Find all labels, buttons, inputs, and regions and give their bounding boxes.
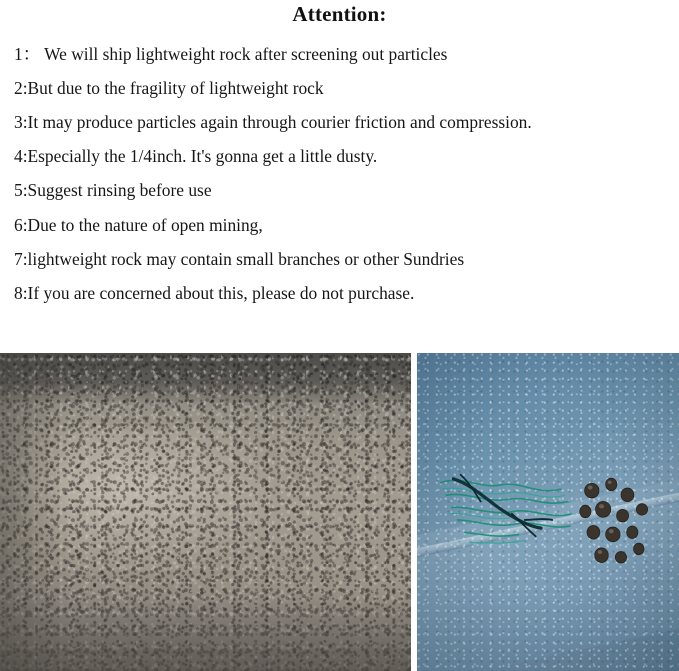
page-title: Attention:	[292, 2, 387, 26]
step-vignette	[417, 353, 679, 671]
notice-line-5: 5:Suggest rinsing before use	[14, 180, 212, 201]
photo-sundries-on-step	[417, 353, 679, 671]
notice-line-1: 1： We will ship lightweight rock after screening out particles	[14, 44, 448, 64]
notice-line-3: 3:It may produce particles again through courier friction and compression.	[14, 112, 532, 133]
notice-line-2: 2:But due to the fragility of lightweight rock	[14, 78, 324, 99]
notice-list	[0, 37, 679, 310]
notice-line-8: 8:If you are concerned about this, please do not purchase.	[14, 282, 415, 303]
photo-lightweight-rock-pile	[0, 353, 411, 671]
notice-line-7: 7:lightweight rock may contain small branches or other Sundries	[14, 248, 465, 269]
notice-line-4: 4:Especially the 1/4inch. It's gonna get a little dusty.	[14, 146, 378, 167]
product-notice-page	[0, 2, 679, 671]
rock-pile-shadow-bottom	[0, 591, 411, 671]
notice-line-6: 6:Due to the nature of open mining,	[14, 214, 263, 235]
photo-strip	[0, 353, 679, 671]
